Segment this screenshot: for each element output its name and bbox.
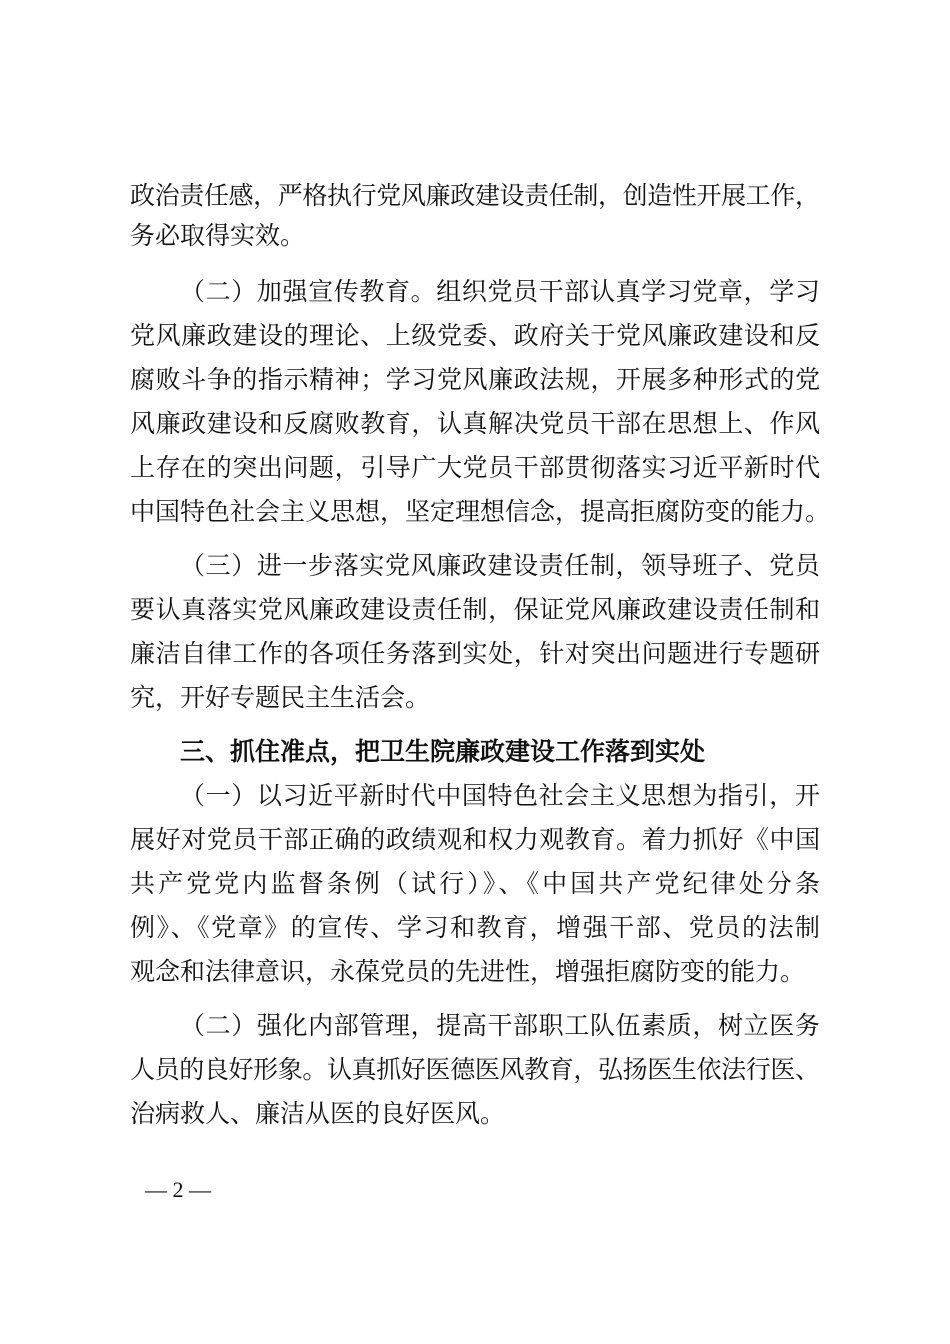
paragraph-line <box>0 908 950 948</box>
paragraph-line <box>0 678 950 718</box>
paragraph-line <box>0 1006 950 1046</box>
line-text: 三、抓住准点，把卫生院廉政建设工作落到实处 <box>180 737 706 766</box>
paragraph-line <box>0 776 950 816</box>
page-number: — 2 — <box>145 1177 211 1202</box>
line-text: （二）加强宣传教育。组织党员干部认真学习党章，学习 <box>180 277 821 306</box>
line-text: 政治责任感，严格执行党风廉政建设责任制，创造性开展工作， <box>130 181 820 210</box>
paragraph-line <box>0 546 950 586</box>
paragraph-line <box>0 404 950 444</box>
section-heading <box>0 732 950 772</box>
line-text: 廉洁自律工作的各项任务落到实处，针对突出问题进行专题研 <box>130 639 821 668</box>
line-text: 究，开好专题民主生活会。 <box>130 683 431 712</box>
line-text: （二）强化内部管理，提高干部职工队伍素质，树立医务 <box>180 1011 821 1040</box>
paragraph-line <box>0 448 950 488</box>
paragraph-line <box>0 360 950 400</box>
line-text: 展好对党员干部正确的政绩观和权力观教育。着力抓好《中国 <box>130 825 821 854</box>
line-text: 风廉政建设和反腐败教育，认真解决党员干部在思想上、作风 <box>130 409 821 438</box>
line-text: 治病救人、廉洁从医的良好医风。 <box>130 1099 506 1128</box>
line-text: 共产党党内监督条例（试行）》、《中国共产党纪律处分条 <box>130 869 824 898</box>
paragraph-line <box>0 176 950 216</box>
paragraph-line <box>0 864 950 904</box>
paragraph-line <box>0 952 950 992</box>
line-text: 人员的良好形象。认真抓好医德医风教育，弘扬医生依法行医、 <box>130 1055 820 1084</box>
paragraph-line <box>0 216 950 256</box>
line-text: （一）以习近平新时代中国特色社会主义思想为指引，开 <box>180 781 821 810</box>
line-text: 党风廉政建设的理论、上级党委、政府关于党风廉政建设和反 <box>130 321 821 350</box>
paragraph-line <box>0 272 950 312</box>
line-text: 上存在的突出问题，引导广大党员干部贯彻落实习近平新时代 <box>130 453 821 482</box>
line-text: 中国特色社会主义思想，坚定理想信念，提高拒腐防变的能力。 <box>130 497 831 526</box>
line-text: 务必取得实效。 <box>130 221 306 250</box>
line-text: （三）进一步落实党风廉政建设责任制，领导班子、党员 <box>180 551 821 580</box>
paragraph-line <box>0 492 950 532</box>
paragraph-line <box>0 634 950 674</box>
paragraph-line <box>0 590 950 630</box>
line-text: 观念和法律意识，永葆党员的先进性，增强拒腐防变的能力。 <box>130 957 806 986</box>
paragraph-line <box>0 1050 950 1090</box>
line-text: 腐败斗争的指示精神；学习党风廉政法规，开展多种形式的党 <box>130 365 821 394</box>
line-text: 要认真落实党风廉政建设责任制，保证党风廉政建设责任制和 <box>130 595 821 624</box>
paragraph-line <box>0 316 950 356</box>
line-text: 例》、《党章》的宣传、学习和教育，增强干部、党员的法制 <box>130 913 822 942</box>
paragraph-line <box>0 820 950 860</box>
paragraph-line <box>0 1094 950 1134</box>
